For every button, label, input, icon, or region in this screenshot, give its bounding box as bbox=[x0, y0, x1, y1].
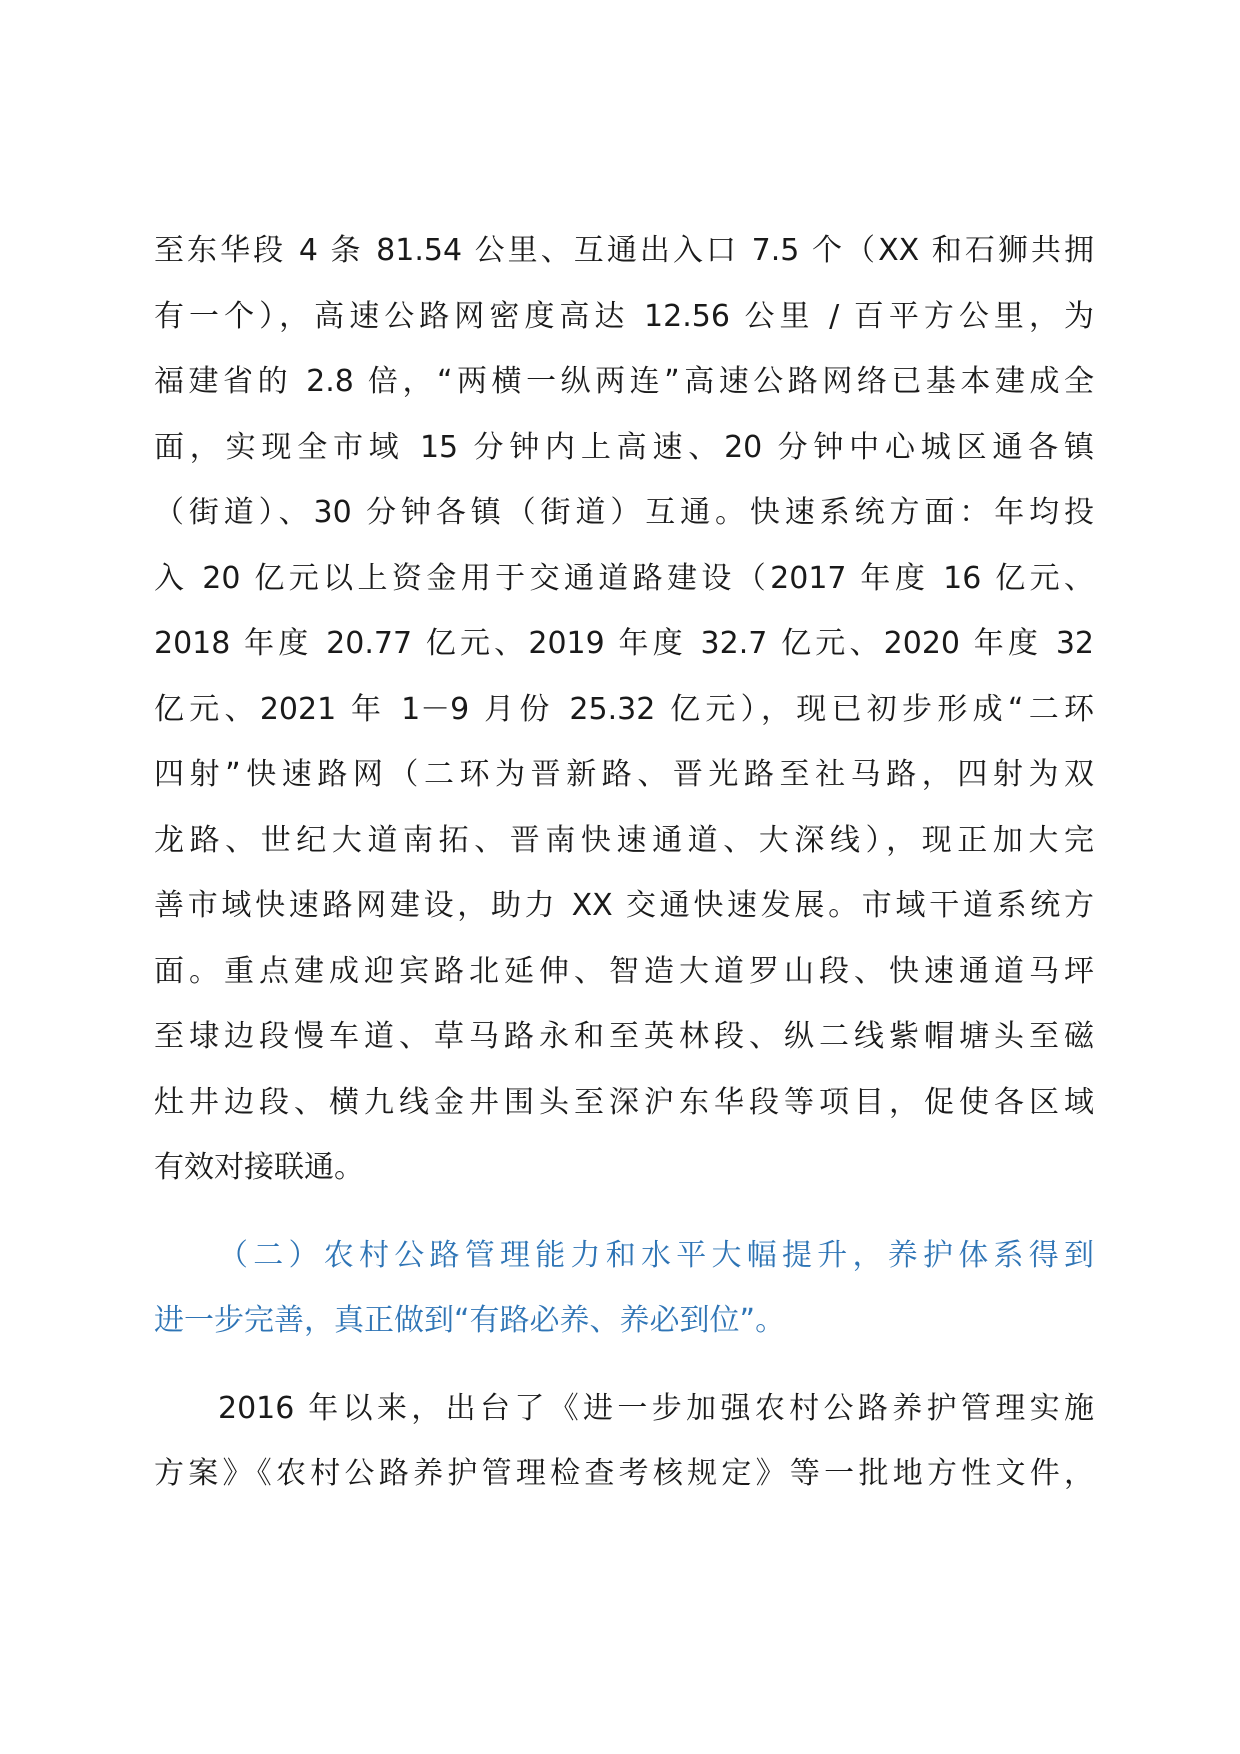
heading-line: 进一步完善，真正做到“有路必养、养必到位”。 bbox=[154, 1303, 786, 1338]
text-line: 至东华段 4 条 81.54 公里、互通出入口 7.5 个（XX 和石狮共拥 bbox=[154, 233, 1094, 268]
text-line: 面，实现全市域 15 分钟内上高速、20 分钟中心城区通各镇 bbox=[154, 429, 1094, 465]
text-line: 2016 年以来，出台了《进一步加强农村公路养护管理实施 bbox=[218, 1390, 1094, 1426]
text-line: 至埭边段慢车道、草马路永和至英林段、纵二线紫帽塘头至磁 bbox=[154, 1019, 1094, 1054]
text-line: 龙路、世纪大道南拓、晋南快速通道、大深线），现正加大完 bbox=[154, 822, 1094, 858]
text-line: 灶井边段、横九线金井围头至深沪东华段等项目，促使各区域 bbox=[154, 1084, 1094, 1120]
paragraph-expressway-network bbox=[154, 218, 1094, 1201]
heading-line: （二）农村公路管理能力和水平大幅提升，养护体系得到 bbox=[218, 1237, 1094, 1273]
text-line: 有一个），高速公路网密度高达 12.56 公里 / 百平方公里，为 bbox=[154, 298, 1094, 334]
text-line: （街道）、30 分钟各镇（街道）互通。快速系统方面：年均投 bbox=[154, 495, 1094, 530]
document-body bbox=[154, 218, 1094, 1529]
text-line: 方案》《农村公路养护管理检查考核规定》等一批地方性文件， bbox=[154, 1456, 1094, 1491]
text-line: 亿元、2021 年 1－9 月份 25.32 亿元），现已初步形成“二环 bbox=[154, 691, 1094, 727]
section-heading bbox=[154, 1223, 1094, 1354]
text-line: 面。重点建成迎宾路北延伸、智造大道罗山段、快速通道马坪 bbox=[154, 953, 1094, 989]
text-line: 入 20 亿元以上资金用于交通道路建设（2017 年度 16 亿元、 bbox=[154, 560, 1094, 596]
paragraph-rural-road-policy bbox=[154, 1376, 1094, 1507]
text-line: 有效对接联通。 bbox=[154, 1150, 364, 1185]
text-line: 四射”快速路网（二环为晋新路、晋光路至社马路，四射为双 bbox=[154, 757, 1094, 792]
text-line: 福建省的 2.8 倍，“两横一纵两连”高速公路网络已基本建成全 bbox=[154, 364, 1094, 399]
text-line: 2018 年度 20.77 亿元、2019 年度 32.7 亿元、2020 年度 32 bbox=[154, 626, 1094, 661]
text-line: 善市域快速路网建设，助力 XX 交通快速发展。市域干道系统方 bbox=[154, 888, 1094, 923]
